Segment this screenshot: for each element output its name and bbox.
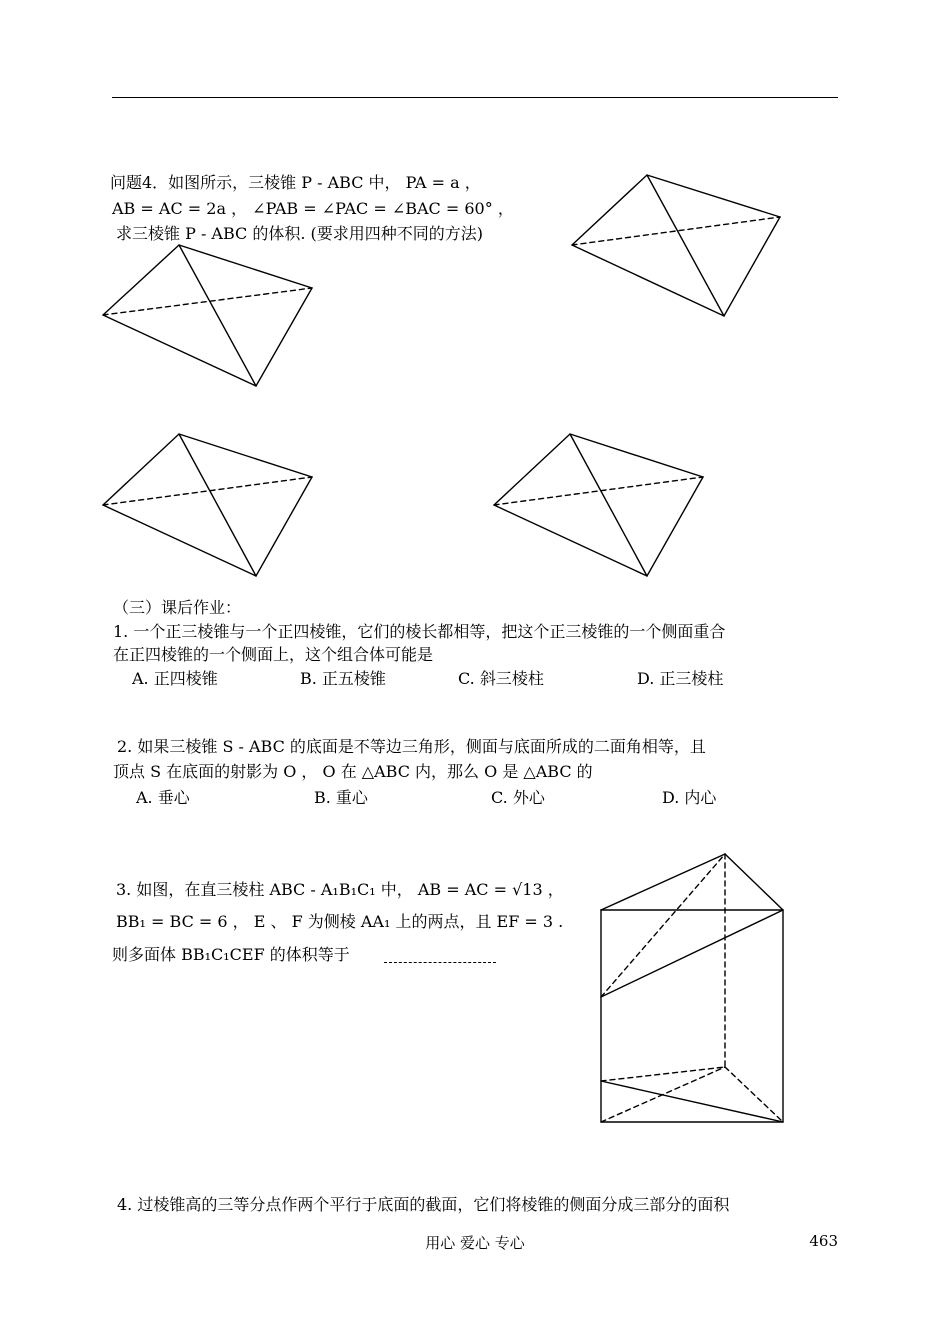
q1-option-b: B. 正五棱锥 — [300, 669, 386, 688]
q1-line2: 在正四棱锥的一个侧面上，这个组合体可能是 — [113, 645, 434, 664]
tetrahedron-figure-4 — [494, 434, 703, 576]
q2-line1: 2. 如果三棱锥 S - ABC 的底面是不等边三角形，侧面与底面所成的二面角相等，且 — [117, 737, 706, 756]
q2-option-d: D. 内心 — [662, 788, 717, 807]
q2-option-c: C. 外心 — [491, 788, 545, 807]
problem4-line3: 求三棱锥 P - ABC 的体积. (要求用四种不同的方法) — [116, 224, 484, 243]
q3-line1: 3. 如图，在直三棱柱 ABC - A₁B₁C₁ 中， AB = AC = √13 ， — [116, 880, 564, 899]
q1-option-c: C. 斜三棱柱 — [458, 669, 544, 688]
q2-option-a: A. 垂心 — [136, 788, 190, 807]
q2-option-b: B. 重心 — [314, 788, 368, 807]
problem4-line1: 问题4．如图所示，三棱锥 P - ABC 中， PA = a ， — [110, 173, 481, 192]
answer-blank — [384, 962, 496, 963]
q3-line3: 则多面体 BB₁C₁CEF 的体积等于 — [112, 945, 350, 964]
q1-line1: 1. 一个正三棱锥与一个正四棱锥，它们的棱长都相等，把这个正三棱锥的一个侧面重合 — [113, 622, 726, 641]
homework-heading: （三）课后作业： — [113, 598, 242, 617]
prism-figure — [601, 854, 783, 1122]
q3-line2: BB₁ = BC = 6 ， E 、 F 为侧棱 AA₁ 上的两点，且 EF = 3 . — [116, 912, 564, 931]
tetrahedron-figure-1 — [572, 175, 780, 316]
tetrahedron-figure-2 — [103, 245, 312, 386]
q4-line1: 4. 过棱锥高的三等分点作两个平行于底面的截面，它们将棱锥的侧面分成三部分的面积 — [117, 1195, 730, 1214]
tetrahedron-figure-3 — [103, 434, 312, 576]
q1-option-d: D. 正三棱柱 — [637, 669, 724, 688]
footer-slogan: 用心 爱心 专心 — [425, 1234, 525, 1252]
q1-option-a: A. 正四棱锥 — [132, 669, 218, 688]
q2-line2: 顶点 S 在底面的射影为 O ， O 在 △ABC 内，那么 O 是 △ABC 的 — [113, 762, 593, 781]
page-number: 463 — [809, 1232, 838, 1250]
problem4-line2: AB = AC = 2a ， ∠PAB = ∠PAC = ∠BAC = 60° ， — [112, 199, 514, 218]
